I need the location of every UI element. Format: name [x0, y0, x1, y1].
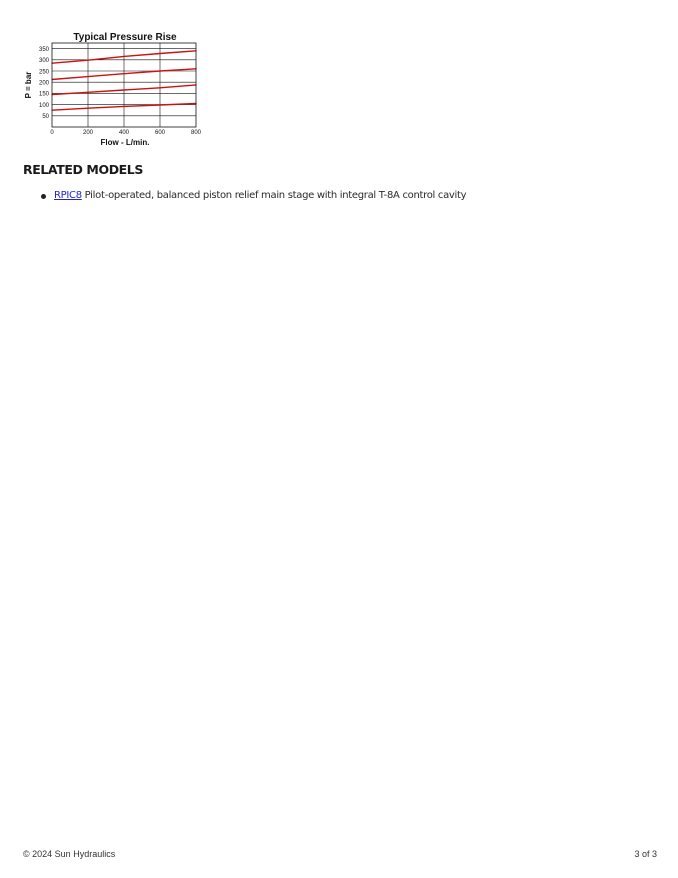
series-point: [87, 60, 88, 61]
series-point: [123, 73, 124, 74]
series-point: [87, 92, 88, 93]
chart-svg: [22, 28, 202, 150]
page-number: 3 of 3: [634, 849, 657, 859]
series-point: [159, 53, 160, 54]
x-tick-label: 400: [118, 130, 130, 136]
chart-y-ticks: [39, 47, 50, 120]
x-tick-label: 600: [154, 130, 166, 136]
series-point: [159, 87, 160, 88]
chart-y-label: P = bar: [24, 71, 33, 99]
series-point: [123, 106, 124, 107]
chart-x-label: Flow - L/min.: [100, 138, 150, 147]
chart-title: Typical Pressure Rise: [73, 32, 177, 43]
series-point: [87, 108, 88, 109]
y-tick-label: 350: [38, 46, 49, 53]
series-point: [159, 104, 160, 105]
bullet-icon: [41, 194, 46, 199]
list-item: [40, 189, 466, 203]
x-tick-label: 200: [82, 130, 94, 136]
pressure-rise-chart: [22, 28, 202, 150]
chart-x-ticks: [50, 130, 201, 136]
series-point: [87, 76, 88, 77]
related-models-list: [40, 189, 466, 203]
rpic8-link[interactable]: RPIC8: [54, 190, 82, 201]
series-point: [123, 56, 124, 57]
y-tick-label: 150: [38, 91, 49, 98]
copyright-icon: ©: [23, 849, 30, 859]
x-tick-label: 800: [190, 130, 202, 136]
series-point: [123, 89, 124, 90]
chart-grid: [52, 43, 196, 127]
copyright-text: 2024 Sun Hydraulics: [32, 849, 116, 859]
y-tick-label: 100: [38, 102, 49, 109]
y-tick-label: 200: [38, 80, 49, 87]
footer-copyright: [23, 849, 115, 859]
y-tick-label: 300: [38, 58, 49, 65]
y-tick-label: 50: [42, 114, 49, 121]
related-model-description: Pilot-operated, balanced piston relief main stage with integral T-8A control cavity: [84, 190, 467, 201]
x-tick-label: 0: [50, 130, 54, 136]
y-tick-label: 250: [38, 69, 49, 76]
series-point: [159, 70, 160, 71]
related-models-heading: RELATED MODELS: [23, 162, 143, 177]
